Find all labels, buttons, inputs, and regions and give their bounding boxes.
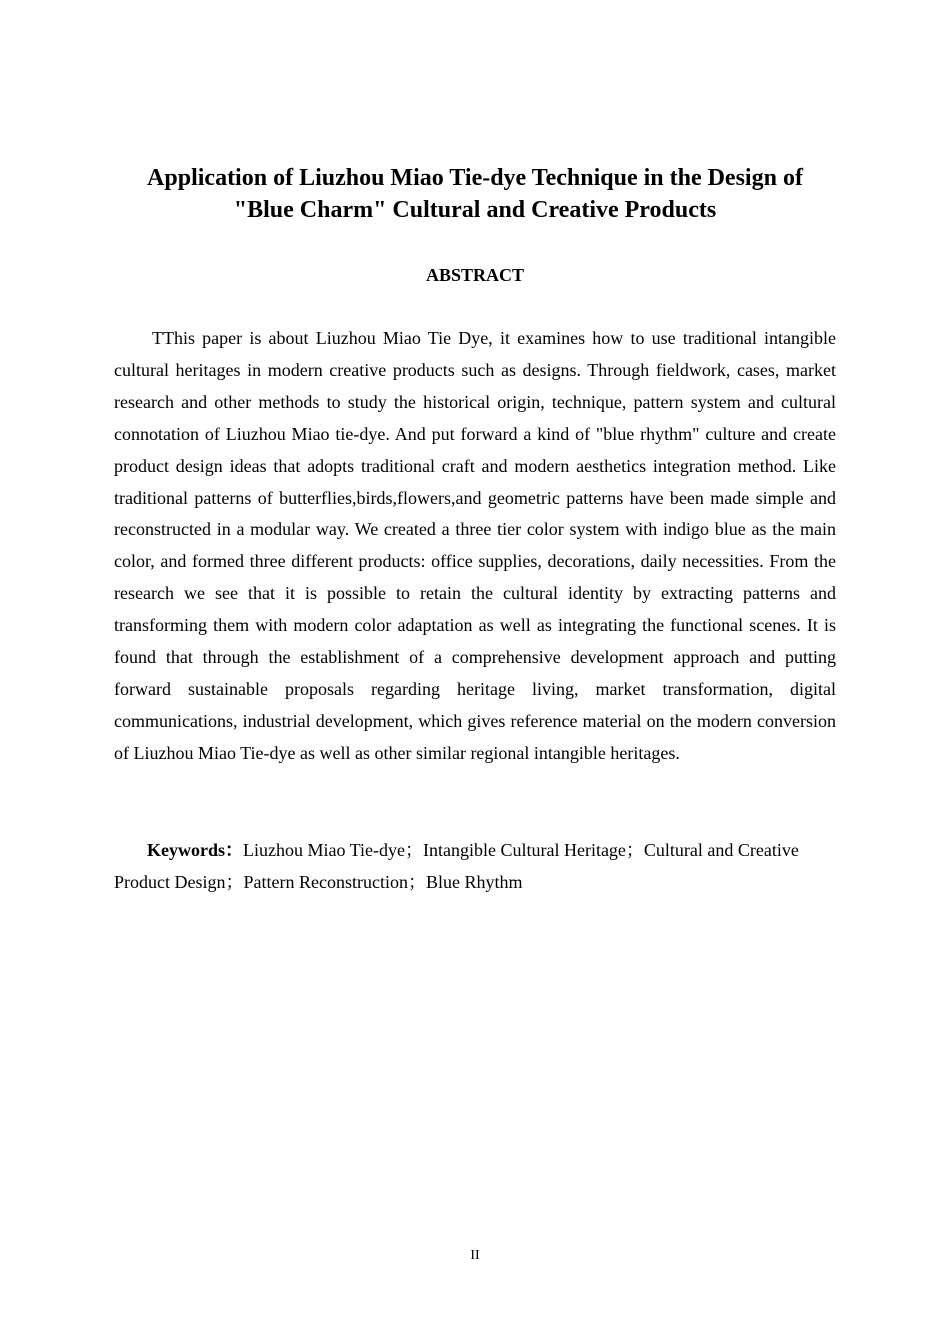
keywords-label: Keywords： (147, 840, 243, 860)
abstract-heading: ABSTRACT (425, 265, 525, 285)
keywords-list: Liuzhou Miao Tie-dye；Intangible Cultural Heritage；Cultural and Creative Product Design；Pattern Reconstruction；Blue Rhythm (114, 840, 799, 892)
paper-title-line-2: "Blue Charm" Cultural and Creative Products (233, 197, 717, 223)
page-number: II (470, 1248, 480, 1263)
keywords-paragraph (114, 835, 836, 898)
paper-title-line-1: Application of Liuzhou Miao Tie-dye Technique in the Design of (147, 165, 803, 191)
paper-title (100, 162, 850, 226)
abstract-body: TThis paper is about Liuzhou Miao Tie Dye, it examines how to use traditional intangible cultural heritages in modern creative products such as designs. Through fieldwork, cases, market research and other methods to study the historical origin, technique, pattern system and cultural connotation of Liuzhou Miao tie-dye. And put forward a kind of "blue rhythm" culture and create product design ideas that adopts traditional craft and modern aesthetics integration method. Like traditional patterns of butterflies,birds,flowers,and geometric patterns have been made simple and reconstructed in a modular way. We created a three tier color system with indigo blue as the main color, and formed three different products: office supplies, decorations, daily necessities. From the research we see that it is possible to retain the cultural identity by extracting patterns and transforming them with modern color adaptation as well as integrating the functional scenes. It is found that through the establishment of a comprehensive development approach and putting forward sustainable proposals regarding heritage living, market transformation, digital communications, industrial development, which gives reference material on the modern conversion of Liuzhou Miao Tie-dye as well as other similar regional intangible heritages. (114, 328, 836, 763)
